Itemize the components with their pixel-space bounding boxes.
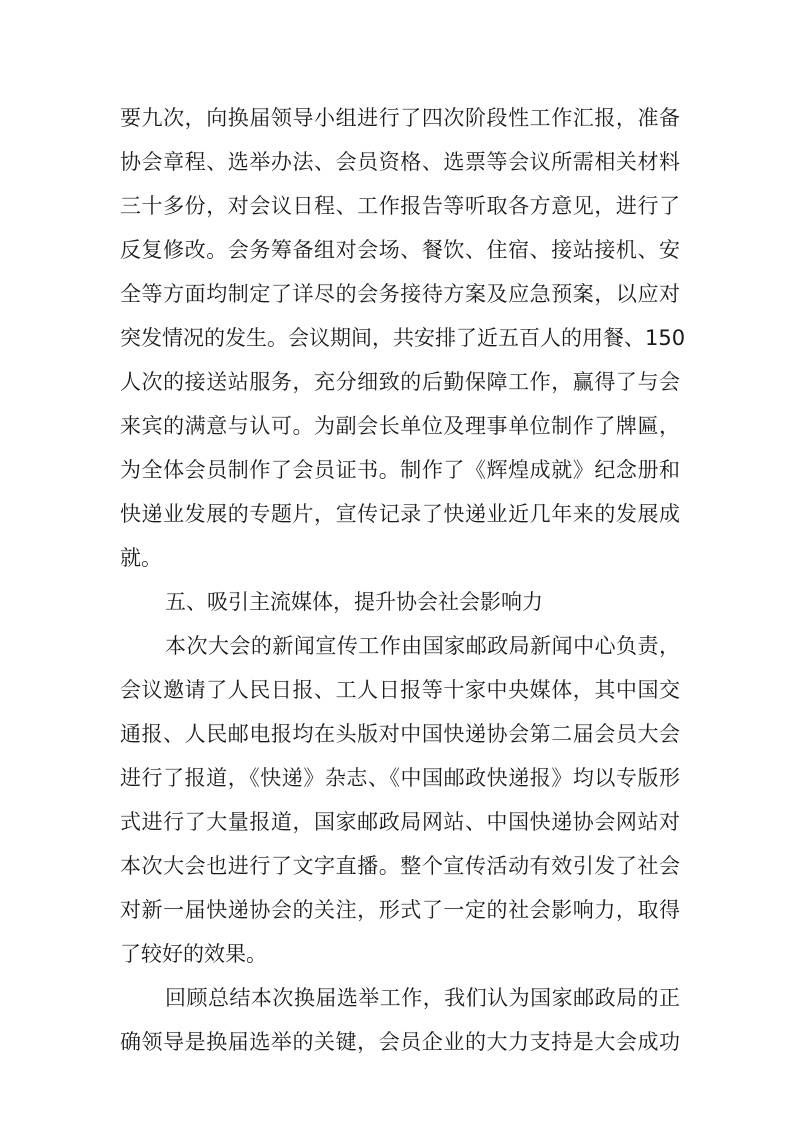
paragraph-line: 本次大会的新闻宣传工作由国家邮政局新闻中心负责， <box>165 634 680 658</box>
paragraph-line: 就。 <box>120 546 162 570</box>
paragraph-line: 对新一届快递协会的关注，形式了一定的社会影响力，取得 <box>120 898 680 922</box>
paragraph-line: 突发情况的发生。会议期间，共安排了近五百人的用餐、150 <box>120 326 686 350</box>
section-heading: 五、吸引主流媒体，提升协会社会影响力 <box>165 590 543 614</box>
paragraph-line: 确领导是换届选举的关键，会员企业的大力支持是大会成功 <box>120 1030 680 1054</box>
paragraph-line: 会议邀请了人民日报、工人日报等十家中央媒体，其中国交 <box>120 678 680 702</box>
paragraph-line: 式进行了大量报道，国家邮政局网站、中国快递协会网站对 <box>120 810 680 834</box>
paragraph-line: 通报、人民邮电报均在头版对中国快递协会第二届会员大会 <box>120 722 680 746</box>
paragraph-line: 本次大会也进行了文字直播。整个宣传活动有效引发了社会 <box>120 854 680 878</box>
paragraph-line: 来宾的满意与认可。为副会长单位及理事单位制作了牌匾， <box>120 414 680 438</box>
paragraph-line: 进行了报道，《快递》杂志、《中国邮政快递报》均以专版形 <box>120 766 680 790</box>
paragraph-line: 协会章程、选举办法、会员资格、选票等会议所需相关材料 <box>120 150 680 174</box>
paragraph-line: 了较好的效果。 <box>120 942 267 966</box>
paragraph-line: 全等方面均制定了详尽的会务接待方案及应急预案，以应对 <box>120 282 680 306</box>
paragraph-line: 为全体会员制作了会员证书。制作了《辉煌成就》纪念册和 <box>120 458 680 482</box>
paragraph-line: 要九次，向换届领导小组进行了四次阶段性工作汇报，准备 <box>120 106 680 130</box>
paragraph-line: 人次的接送站服务，充分细致的后勤保障工作，赢得了与会 <box>120 370 680 394</box>
paragraph-line: 三十多份，对会议日程、工作报告等听取各方意见，进行了 <box>120 194 680 218</box>
paragraph-line: 快递业发展的专题片，宣传记录了快递业近几年来的发展成 <box>120 502 680 526</box>
paragraph-line: 回顾总结本次换届选举工作，我们认为国家邮政局的正 <box>165 986 680 1010</box>
paragraph-line: 反复修改。会务筹备组对会场、餐饮、住宿、接站接机、安 <box>120 238 680 262</box>
